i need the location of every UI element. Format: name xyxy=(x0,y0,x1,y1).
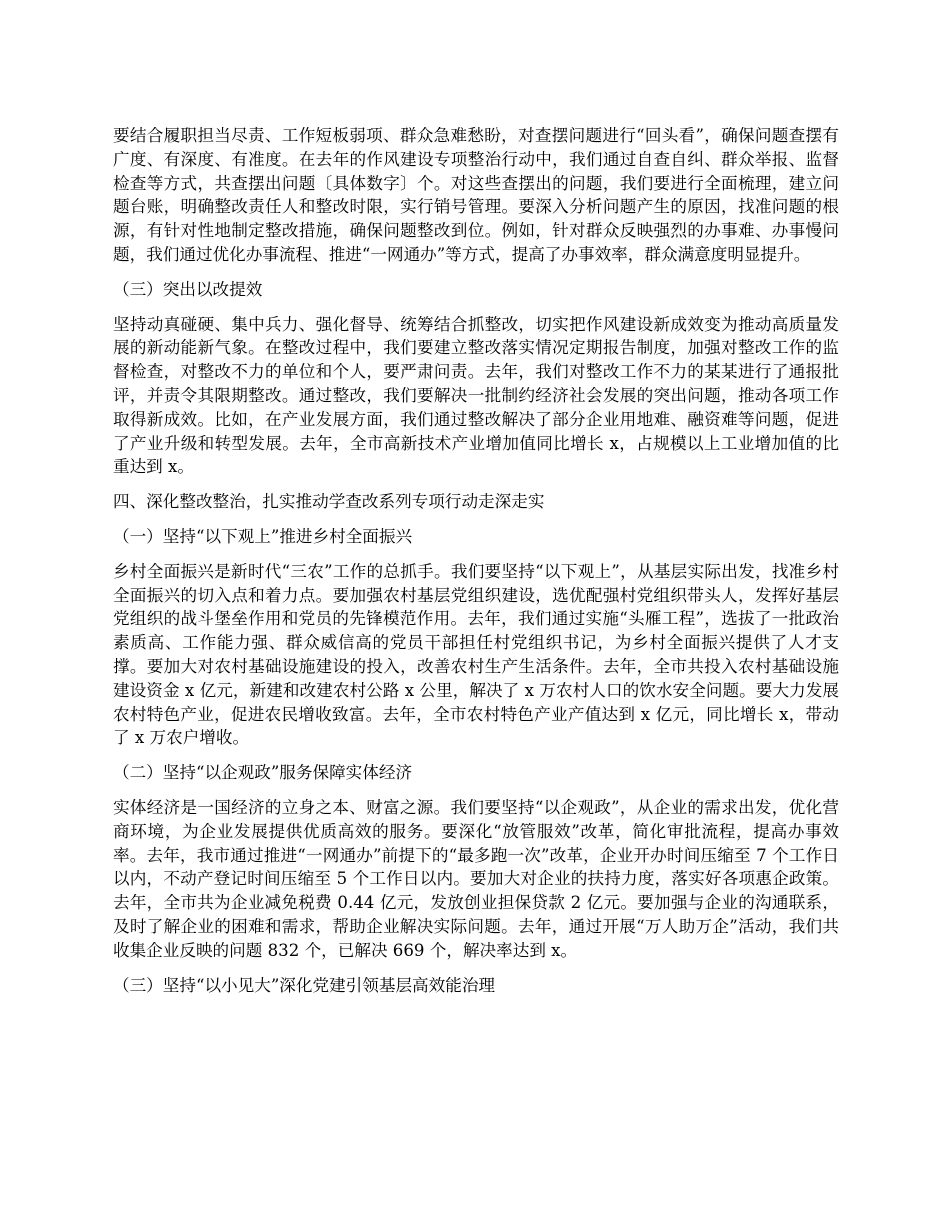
body-paragraph: 乡村全面振兴是新时代“三农”工作的总抓手。我们要坚持“以下观上”，从基层实际出发，找准乡村全面振兴的切入点和着力点。要加强农村基层党组织建设，选优配强村党组织带头人，发挥好基层党组织的战斗堡垒作用和党员的先锋模范作用。去年，我们通过实施“头雁工程”，选拔了一批政治素质高、工作能力强、群众威信高的党员干部担任村党组织书记，为乡村全面振兴提供了人才支撑。要加大对农村基础设施建设的投入，改善农村生产生活条件。去年，全市共投入农村基础设施建设资金 x 亿元，新建和改建农村公路 x 公里，解决了 x 万农村人口的饮水安全问题。要大力发展农村特色产业，促进农民增收致富。去年，全市农村特色产业产值达到 x 亿元，同比增长 x，带动了 x 万农户增收。 xyxy=(113,561,839,748)
document-body xyxy=(113,124,839,1008)
section-heading: （三）突出以改提效 xyxy=(113,279,263,299)
body-paragraph: 实体经济是一国经济的立身之本、财富之源。我们要坚持“以企观政”，从企业的需求出发，优化营商环境，为企业发展提供优质高效的服务。要深化“放管服效”改革，简化审批流程，提高办事效率。去年，我市通过推进“一网通办”前提下的“最多跑一次”改革，企业开办时间压缩至 7 个工作日以内，不动产登记时间压缩至 5 个工作日以内。要加大对企业的扶持力度，落实好各项惠企政策。去年，全市共为企业减免税费 0.44 亿元，发放创业担保贷款 2 亿元。要加强与企业的沟通联系，及时了解企业的困难和需求，帮助企业解决实际问题。去年，通过开展“万人助万企”活动，我们共收集企业反映的问题 832 个，已解决 669 个，解决率达到 x。 xyxy=(113,797,839,960)
body-paragraph: 坚持动真碰硬、集中兵力、强化督导、统筹结合抓整改，切实把作风建设新成效变为推动高质量发展的新动能新气象。在整改过程中，我们要建立整改落实情况定期报告制度，加强对整改工作的监督检查，对整改不力的单位和个人，要严肃问责。去年，我们对整改工作不力的某某进行了通报批评，并责令其限期整改。通过整改，我们要解决一批制约经济社会发展的突出问题，推动各项工作取得新成效。比如，在产业发展方面，我们通过整改解决了部分企业用地难、融资难等问题，促进了产业升级和转型发展。去年，全市高新技术产业增加值同比增长 x，占规模以上工业增加值的比重达到 x。 xyxy=(113,314,839,477)
section-heading: （三）坚持“以小见大”深化党建引领基层高效能治理 xyxy=(113,975,496,995)
section-heading: （二）坚持“以企观政”服务保障实体经济 xyxy=(113,763,413,783)
section-heading: （一）坚持“以下观上”推进乡村全面振兴 xyxy=(113,526,413,546)
section-heading: 四、深化整改整治，扎实推动学查改系列专项行动走深走实 xyxy=(113,492,545,512)
body-paragraph: 要结合履职担当尽责、工作短板弱项、群众急难愁盼，对查摆问题进行“回头看”，确保问题查摆有广度、有深度、有准度。在去年的作风建设专项整治行动中，我们通过自查自纠、群众举报、监督检查等方式，共查摆出问题〔具体数字〕个。对这些查摆出的问题，我们要进行全面梳理，建立问题台账，明确整改责任人和整改时限，实行销号管理。要深入分析问题产生的原因，找准问题的根源，有针对性地制定整改措施，确保问题整改到位。例如，针对群众反映强烈的办事难、办事慢问题，我们通过优化办事流程、推进“一网通办”等方式，提高了办事效率，群众满意度明显提升。 xyxy=(113,126,839,264)
